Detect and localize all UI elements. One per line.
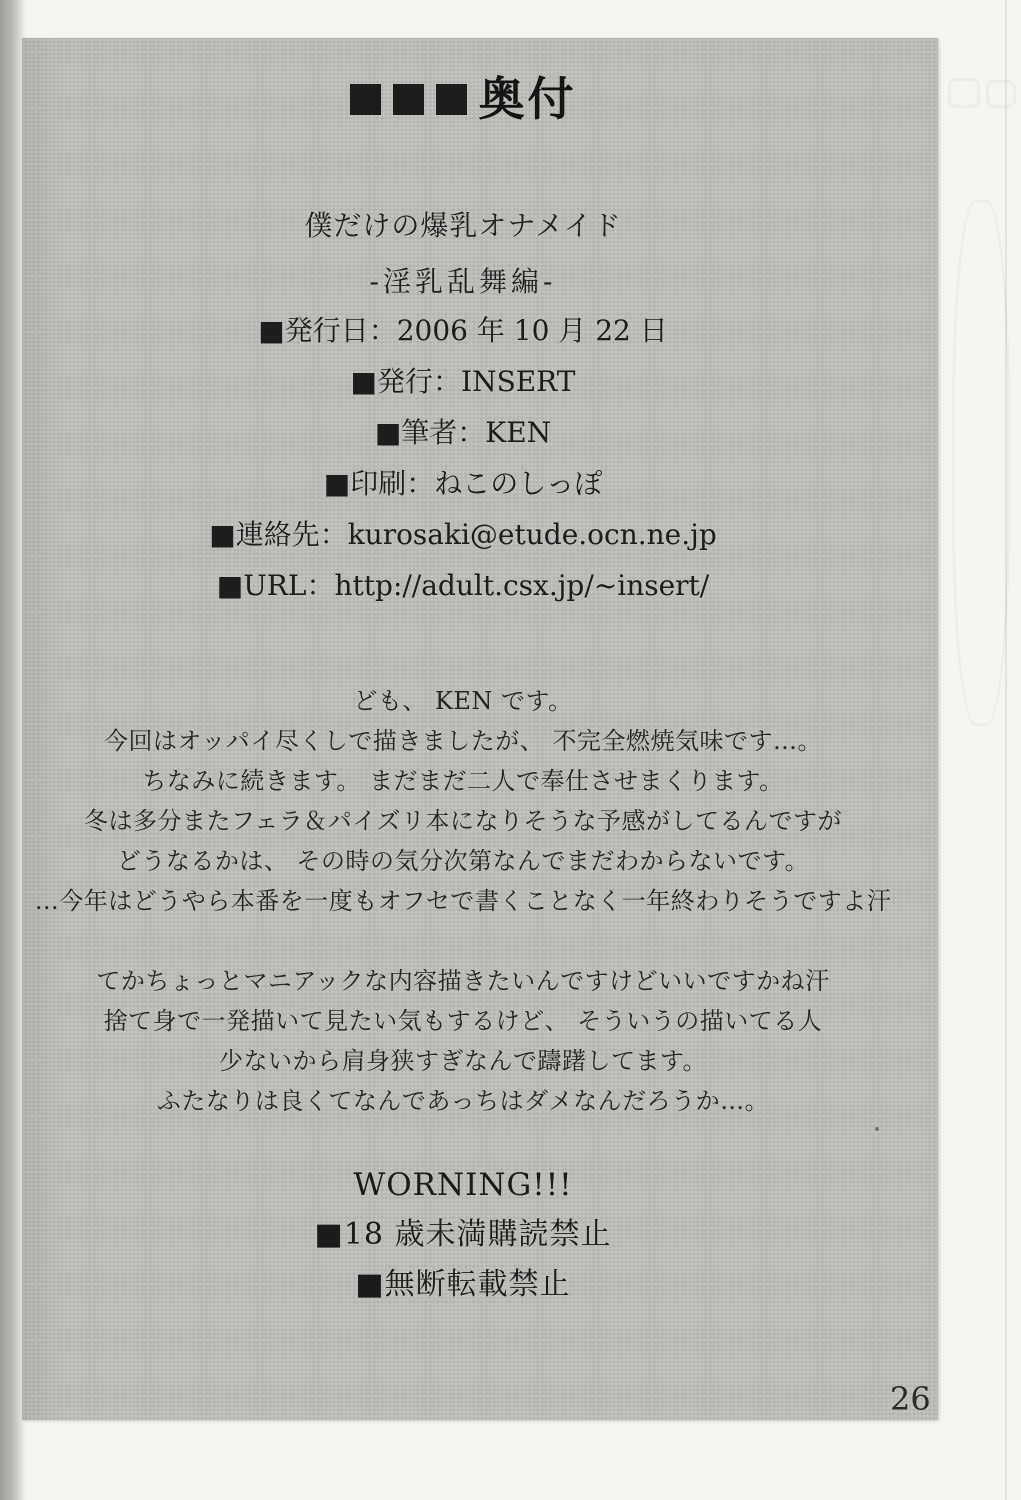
afterword-line: ちなみに続きます。 まだまだ二人で奉仕させまくります。 (142, 767, 784, 795)
afterword-line: 捨て身で一発描いて見たい気もするけど、 そういうの描いてる人 (103, 1007, 823, 1035)
show-through-artifact (986, 80, 1016, 108)
scan-speck (875, 1127, 879, 1131)
page-number: 26 (890, 1380, 931, 1418)
show-through-artifact (952, 200, 1010, 726)
colophon-line-publisher: ■発行：INSERT (350, 365, 576, 398)
colophon-header-title: 奥付 (478, 72, 577, 126)
afterword-line: …今年はどうやら本番を一度もオフセで書くことなく一年終わりそうですよ汗 (34, 887, 892, 915)
warning-line-no-reprint: ■無断転載禁止 (355, 1267, 571, 1302)
afterword-line: ども、 KEN です。 (353, 687, 573, 715)
afterword-paragraph-1 (22, 681, 904, 921)
black-square-icon (393, 84, 424, 115)
colophon-line-printer: ■印刷：ねこのしっぽ (323, 467, 603, 500)
black-square-icon (350, 84, 381, 115)
colophon-header (22, 72, 904, 126)
afterword-line: ふたなりは良くてなんであっちはダメなんだろうか…。 (156, 1087, 770, 1115)
colophon-line-publish-date: ■発行日：2006 年 10 月 22 日 (258, 314, 668, 347)
scanner-edge-line (1005, 0, 1007, 1500)
afterword-line: てかちょっとマニアックな内容描きたいんですけどいいですかね汗 (96, 967, 830, 995)
colophon-line-author: ■筆者：KEN (374, 416, 552, 449)
afterword-line: どうなるかは、 その時の気分次第なんでまだわからないです。 (116, 847, 810, 875)
show-through-artifact (948, 78, 980, 108)
afterword-line: 冬は多分またフェラ＆パイズリ本になりそうな予感がしてるんですが (83, 807, 843, 835)
afterword-paragraph-2 (22, 961, 904, 1121)
doujin-subtitle: -淫乳乱舞編- (369, 265, 557, 298)
warning-heading: WORNING!!! (353, 1167, 573, 1203)
warning-block (22, 1160, 904, 1310)
warning-line-age-restriction: ■18 歳未満購読禁止 (314, 1217, 612, 1252)
black-square-icon (436, 84, 467, 115)
doujin-title: 僕だけの爆乳オナメイド (304, 209, 622, 242)
afterword-line: 今回はオッパイ尽くしで描きましたが、 不完全燃焼気味です…。 (104, 727, 822, 755)
colophon-info (22, 305, 904, 611)
afterword-line: 少ないから肩身狭すぎなんで躊躇してます。 (218, 1047, 708, 1075)
colophon-line-contact-email: ■連絡先：kurosaki@etude.ocn.ne.jp (209, 518, 717, 551)
colophon-line-url: ■URL：http://adult.csx.jp/~insert/ (216, 569, 710, 602)
page-sheet (22, 38, 938, 1420)
